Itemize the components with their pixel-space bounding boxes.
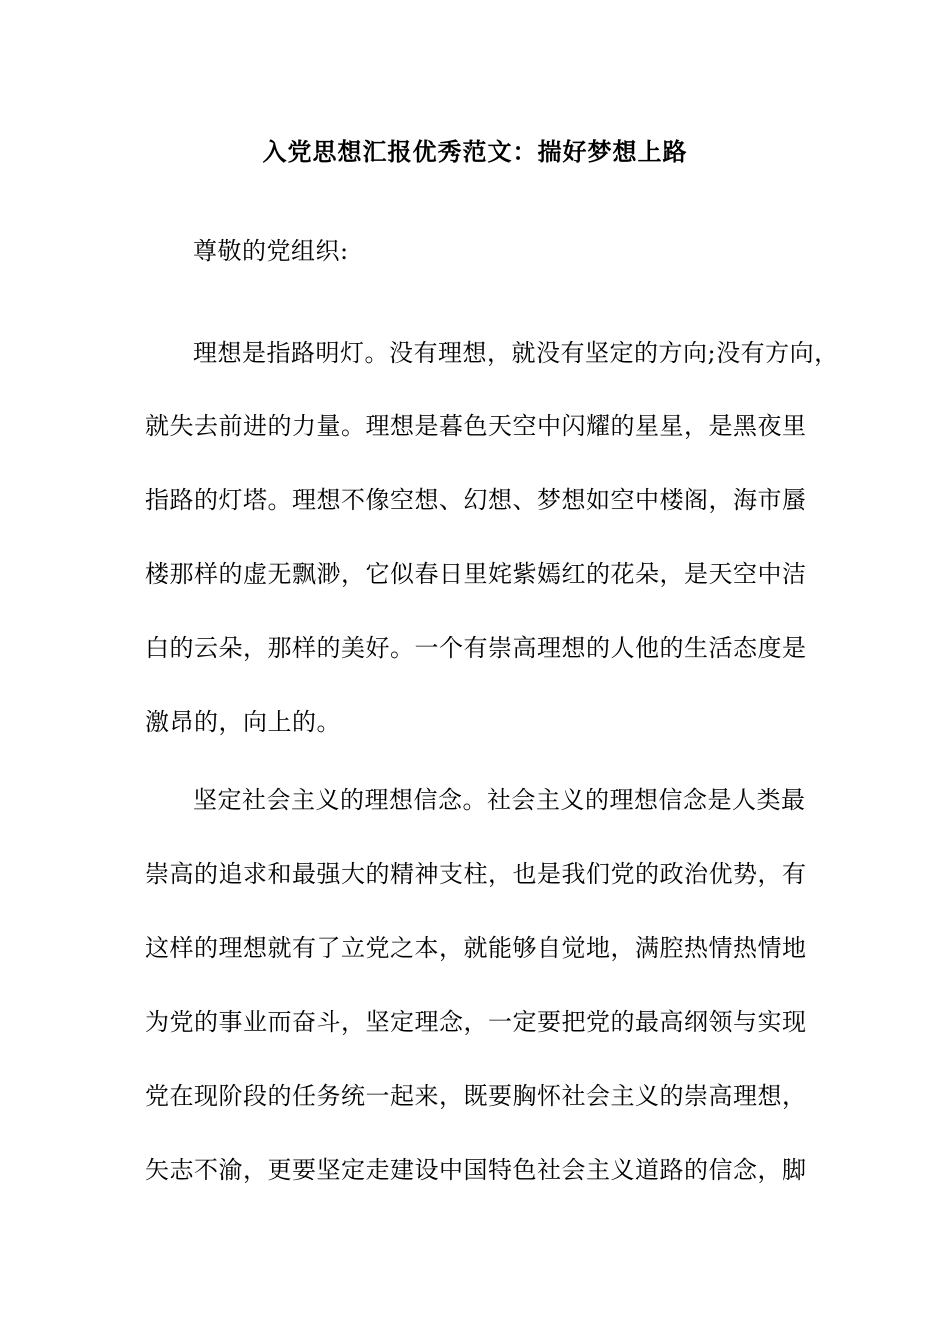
paragraph-2-line-6: 矢志不渝，更要坚定走建设中国特色社会主义道路的信念，脚 <box>145 1156 807 1184</box>
paragraph-1-line-6: 激昂的，向上的。 <box>145 708 341 736</box>
document-title: 入党思想汇报优秀范文：揣好梦想上路 <box>262 137 688 166</box>
paragraph-1-line-4: 楼那样的虚无飘渺，它似春日里姹紫嫣红的花朵，是天空中洁 <box>145 560 807 588</box>
paragraph-1-line-1: 理想是指路明灯。没有理想，就没有坚定的方向;没有方向， <box>193 339 839 367</box>
paragraph-1-line-5: 白的云朵，那样的美好。一个有崇高理想的人他的生活态度是 <box>145 634 807 662</box>
paragraph-2-line-4: 为党的事业而奋斗，坚定理念，一定要把党的最高纲领与实现 <box>145 1008 807 1036</box>
paragraph-2-line-1: 坚定社会主义的理想信念。社会主义的理想信念是人类最 <box>193 786 806 814</box>
paragraph-2-line-3: 这样的理想就有了立党之本，就能够自觉地，满腔热情热情地 <box>145 934 807 962</box>
paragraph-2-line-5: 党在现阶段的任务统一起来，既要胸怀社会主义的崇高理想， <box>145 1082 807 1110</box>
paragraph-1-line-3: 指路的灯塔。理想不像空想、幻想、梦想如空中楼阁，海市蜃 <box>145 486 807 514</box>
paragraph-1-line-2: 就失去前进的力量。理想是暮色天空中闪耀的星星，是黑夜里 <box>145 412 807 440</box>
paragraph-2-line-2: 崇高的追求和最强大的精神支柱，也是我们党的政治优势，有 <box>145 860 807 888</box>
salutation: 尊敬的党组织: <box>193 237 349 265</box>
